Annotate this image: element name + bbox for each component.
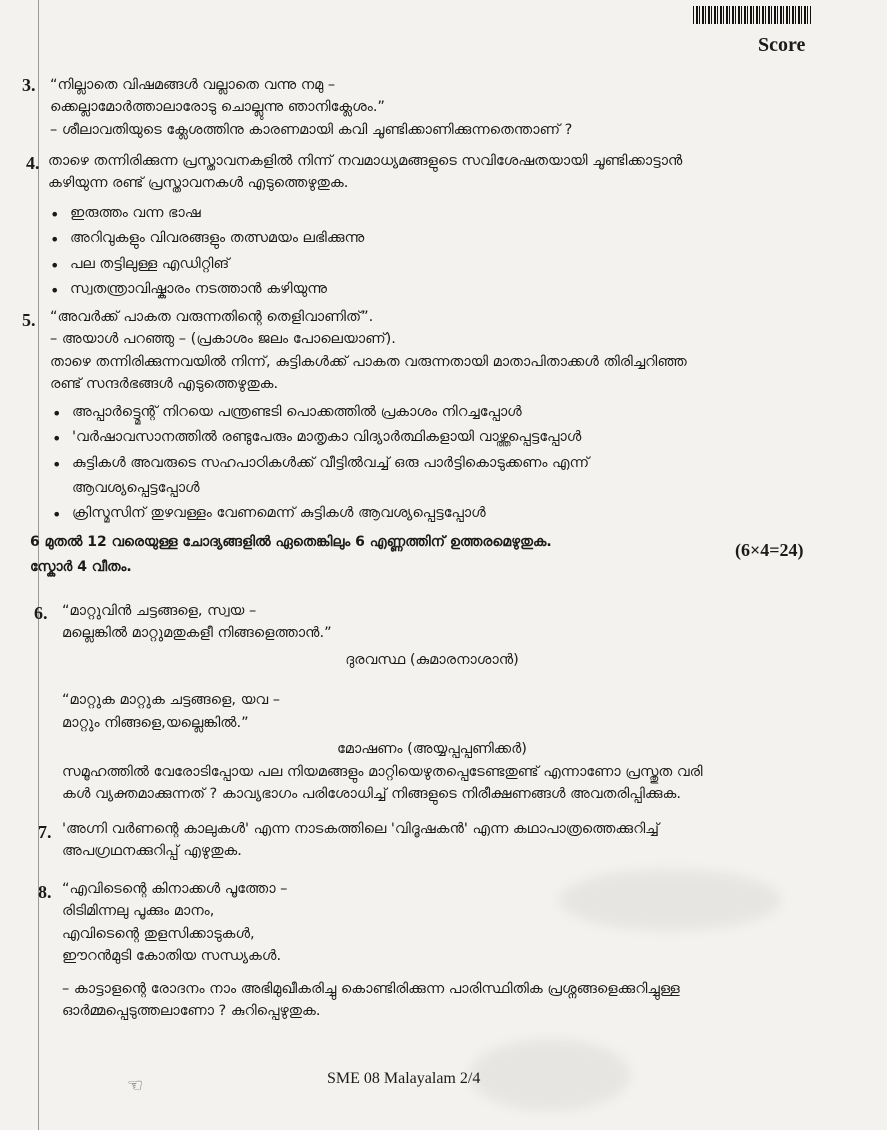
q5-option-line: • കുട്ടികൾ അവരുടെ സഹപാഠികൾക്ക് വീട്ടിൽവച്ച് ഒരു പാർട്ടികൊടുക്കണം എന്ന് [72, 454, 590, 471]
q3-line: ക്കെല്ലാമോർത്താലാരോടു ചൊല്ലുന്നു ഞാനിക്ലേശം.” [50, 99, 385, 116]
section-instruction [30, 530, 552, 579]
q6-source: മോഷണം (അയ്യപ്പപ്പണിക്കർ) [337, 741, 527, 758]
q6-source: ദുരവസ്ഥ (കുമാരനാശാൻ) [345, 651, 519, 668]
q4-option: • അറിവുകളും വിവരങ്ങളും തത്സമയം ലഭിക്കുന്നു [48, 226, 682, 251]
page-footer: SME 08 Malayalam 2/4 [327, 1070, 481, 1087]
question-7-number: 7. [38, 822, 52, 842]
question-5-number: 5. [22, 310, 36, 330]
q8-line: ഓർമ്മപ്പെടുത്തലാണോ ? കുറിപ്പെഴുതുക. [62, 1003, 321, 1020]
question-8-number: 8. [38, 882, 52, 902]
q5-option [50, 451, 687, 502]
question-7 [62, 818, 659, 863]
q8-line: എവിടെന്റെ തുളസിക്കാടുകൾ, [62, 925, 255, 942]
question-6-number: 6. [34, 603, 48, 623]
barcode [693, 6, 811, 24]
hand-cursor-icon: ☜ [127, 1075, 144, 1096]
q5-options [50, 400, 687, 527]
instruction-line: സ്കോർ 4 വീതം. [30, 558, 132, 575]
q8-line: രിടിമിന്നലു പൂക്കും മാനം, [62, 903, 215, 920]
q6-line: സമൂഹത്തിൽ വേരോടിപ്പോയ പല നിയമങ്ങളും മാറ്റിയെഴുതപ്പെടേണ്ടതുണ്ട് എന്നാണോ പ്രസ്തുത വരി [62, 763, 703, 780]
question-3-number: 3. [22, 75, 36, 95]
question-6 [62, 600, 802, 806]
q7-line: അപഗ്രഥനക്കുറിപ്പ് എഴുതുക. [62, 843, 242, 860]
q6-line: കൾ വ്യക്തമാക്കുന്നത് ? കാവ്യഭാഗം പരിശോധിച്ച് നിങ്ങളുടെ നിരീക്ഷണങ്ങൾ അവതരിപ്പിക്കുക. [62, 786, 681, 803]
scan-smudge [470, 1040, 630, 1110]
q4-line: കഴിയുന്ന രണ്ട് പ്രസ്താവനകൾ എടുത്തെഴുതുക. [48, 175, 349, 192]
q5-line: – അയാൾ പറഞ്ഞു – (പ്രകാശം ജലം പോലെയാണ്). [50, 331, 396, 348]
q5-line: രണ്ട് സന്ദർഭങ്ങൾ എടുത്തെഴുതുക. [50, 376, 279, 393]
q6-line: മല്ലെങ്കിൽ മാറ്റുമതുകളീ നിങ്ങളെത്താൻ.” [62, 625, 332, 642]
q6-line: “മാറ്റുക മാറ്റുക ചട്ടങ്ങളെ, യവ – [62, 692, 280, 709]
q4-line: താഴെ തന്നിരിക്കുന്ന പ്രസ്താവനകളിൽ നിന്ന് നവമാധ്യമങ്ങളുടെ സവിശേഷതയായി ചൂണ്ടിക്കാട്ടാൻ [48, 153, 683, 169]
question-5 [50, 306, 687, 527]
section-marks: (6×4=24) [735, 540, 804, 560]
q3-line: “നില്ലാതെ വിഷമങ്ങൾ വല്ലാതെ വന്നു നമു – [50, 77, 336, 93]
q5-option: • ക്രിസ്മസിന് തുഴവള്ളം വേണമെന്ന് കുട്ടികൾ ആവശ്യപ്പെട്ടപ്പോൾ [50, 501, 687, 526]
question-4 [48, 150, 682, 302]
question-8 [62, 878, 680, 1023]
q6-line: “മാറ്റുവിൻ ചട്ടങ്ങളെ, സ്വയ – [62, 603, 257, 619]
q4-option: • ഇരുത്തം വന്ന ഭാഷ [48, 201, 682, 226]
q3-line: – ശീലാവതിയുടെ ക്ലേശത്തിനു കാരണമായി കവി ചൂണ്ടിക്കാണിക്കുന്നതെന്താണ് ? [50, 121, 573, 138]
q4-options [48, 201, 682, 303]
q5-option: • 'വർഷാവസാനത്തിൽ രണ്ടുപേരും മാതൃകാ വിദ്യാർത്ഥികളായി വാഴ്ത്തപ്പെട്ടപ്പോൾ [50, 425, 687, 450]
q4-option: • പല തട്ടിലുള്ള എഡിറ്റിങ് [48, 252, 682, 277]
score-label: Score [758, 34, 806, 56]
question-3 [50, 74, 572, 141]
q5-line: “അവർക്ക് പാകത വരുന്നതിന്റെ തെളിവാണിത്”. [50, 309, 374, 325]
question-4-number: 4. [26, 153, 40, 173]
q8-line: ഈറൻമുടി കോതിയ സന്ധ്യകൾ. [62, 948, 282, 965]
q4-option: • സ്വതന്ത്രാവിഷ്കാരം നടത്താൻ കഴിയുന്നു [48, 277, 682, 302]
q7-line: 'അഗ്നി വർണന്റെ കാലുകൾ' എന്ന നാടകത്തിലെ 'വിദൂഷകൻ' എന്ന കഥാപാത്രത്തെക്കുറിച്ച് [62, 821, 659, 837]
q5-option-line: ആവശ്യപ്പെട്ടപ്പോൾ [72, 480, 200, 496]
q5-line: താഴെ തന്നിരിക്കുന്നവയിൽ നിന്ന്, കുട്ടികൾക്ക് പാകത വരുന്നതായി മാതാപിതാക്കൾ തിരിച്ചറിഞ്ഞ [50, 353, 687, 370]
instruction-line: 6 മുതൽ 12 വരെയുള്ള ചോദ്യങ്ങളിൽ ഏതെങ്കിലും 6 എണ്ണത്തിന് ഉത്തരമെഴുതുക. [30, 534, 552, 550]
q6-line: മാറ്റും നിങ്ങളെ,യല്ലെങ്കിൽ.” [62, 714, 249, 731]
q8-line: – കാട്ടാളന്റെ രോദനം നാം അഭിമുഖീകരിച്ചു കൊണ്ടിരിക്കുന്ന പാരിസ്ഥിതിക പ്രശ്നങ്ങളെക്കുറിച്ചുള്ള [62, 980, 680, 997]
q8-line: “എവിടെന്റെ കിനാക്കൾ പൂത്തോ – [62, 881, 288, 897]
q5-option: • അപ്പാർട്ട്മെന്റ് നിറയെ പന്ത്രണ്ടടി പൊക്കത്തിൽ പ്രകാശം നിറച്ചപ്പോൾ [50, 400, 687, 425]
